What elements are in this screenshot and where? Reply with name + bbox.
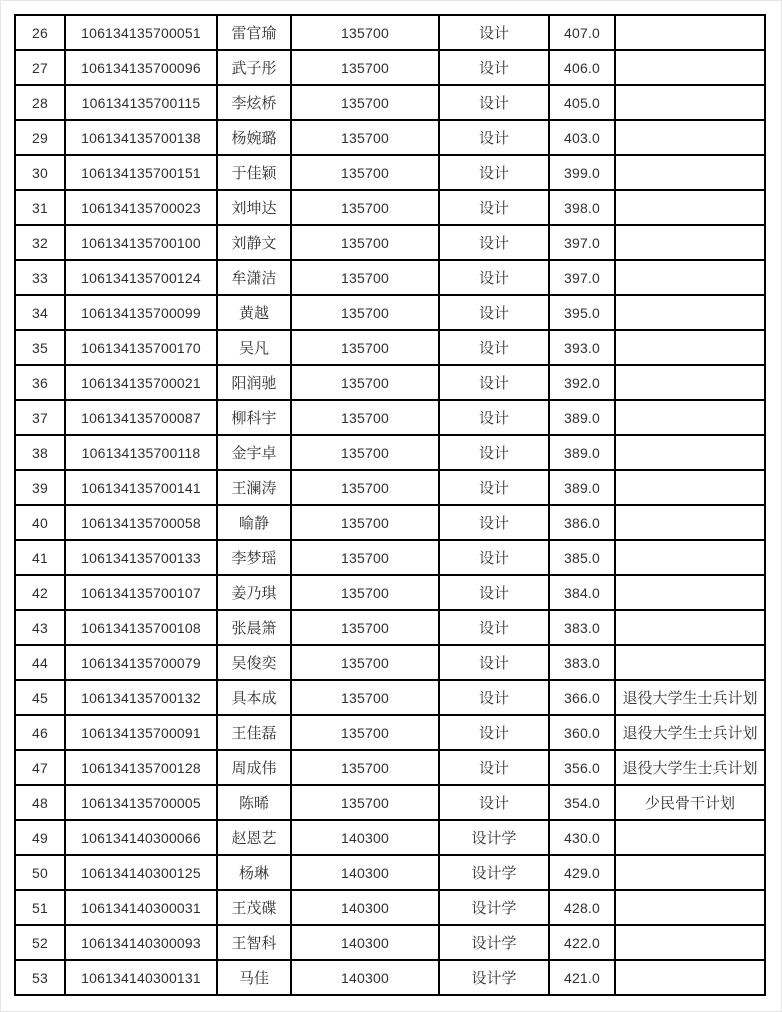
remark-cell: [615, 190, 765, 225]
score-cell: 389.0: [549, 435, 615, 470]
remark-cell: [615, 855, 765, 890]
major-code-cell: 135700: [291, 680, 439, 715]
major-code-cell: 140300: [291, 855, 439, 890]
candidate-id-cell: 106134135700124: [65, 260, 217, 295]
major-code-cell: 135700: [291, 750, 439, 785]
score-cell: 422.0: [549, 925, 615, 960]
remark-cell: [615, 470, 765, 505]
remark-cell: [615, 365, 765, 400]
major-cell: 设计学: [439, 960, 549, 995]
candidate-id-cell: 106134135700099: [65, 295, 217, 330]
score-cell: 385.0: [549, 540, 615, 575]
major-code-cell: 140300: [291, 960, 439, 995]
major-code-cell: 135700: [291, 470, 439, 505]
major-code-cell: 135700: [291, 365, 439, 400]
major-code-cell: 135700: [291, 435, 439, 470]
remark-cell: [615, 330, 765, 365]
row-index-cell: 44: [15, 645, 65, 680]
name-cell: 刘静文: [217, 225, 291, 260]
row-index-cell: 53: [15, 960, 65, 995]
candidate-id-cell: 106134140300066: [65, 820, 217, 855]
major-cell: 设计: [439, 15, 549, 50]
table-row: [15, 400, 765, 435]
name-cell: 柳科宇: [217, 400, 291, 435]
table-row: [15, 890, 765, 925]
row-index-cell: 30: [15, 155, 65, 190]
row-index-cell: 40: [15, 505, 65, 540]
candidate-id-cell: 106134135700079: [65, 645, 217, 680]
name-cell: 雷官瑜: [217, 15, 291, 50]
remark-cell: [615, 890, 765, 925]
major-cell: 设计: [439, 575, 549, 610]
major-cell: 设计: [439, 750, 549, 785]
table-row: [15, 295, 765, 330]
name-cell: 李炫桥: [217, 85, 291, 120]
name-cell: 陈晞: [217, 785, 291, 820]
row-index-cell: 27: [15, 50, 65, 85]
name-cell: 吴俊奕: [217, 645, 291, 680]
major-cell: 设计: [439, 155, 549, 190]
major-code-cell: 135700: [291, 260, 439, 295]
major-cell: 设计: [439, 85, 549, 120]
major-code-cell: 135700: [291, 15, 439, 50]
remark-cell: 少民骨干计划: [615, 785, 765, 820]
major-cell: 设计: [439, 785, 549, 820]
score-cell: 386.0: [549, 505, 615, 540]
name-cell: 王茂碟: [217, 890, 291, 925]
score-table-body: [15, 15, 765, 995]
candidate-id-cell: 106134140300131: [65, 960, 217, 995]
major-cell: 设计: [439, 435, 549, 470]
score-cell: 399.0: [549, 155, 615, 190]
score-cell: 398.0: [549, 190, 615, 225]
major-cell: 设计学: [439, 855, 549, 890]
row-index-cell: 33: [15, 260, 65, 295]
table-row: [15, 330, 765, 365]
remark-cell: 退役大学生士兵计划: [615, 750, 765, 785]
score-cell: 383.0: [549, 610, 615, 645]
major-code-cell: 135700: [291, 645, 439, 680]
remark-cell: [615, 505, 765, 540]
score-cell: 403.0: [549, 120, 615, 155]
major-code-cell: 135700: [291, 85, 439, 120]
name-cell: 王智科: [217, 925, 291, 960]
table-row: [15, 470, 765, 505]
major-cell: 设计学: [439, 925, 549, 960]
table-row: [15, 225, 765, 260]
remark-cell: [615, 820, 765, 855]
row-index-cell: 31: [15, 190, 65, 225]
candidate-id-cell: 106134140300093: [65, 925, 217, 960]
table-row: [15, 610, 765, 645]
remark-cell: [615, 50, 765, 85]
major-cell: 设计: [439, 330, 549, 365]
candidate-id-cell: 106134135700115: [65, 85, 217, 120]
score-cell: 384.0: [549, 575, 615, 610]
table-row: [15, 155, 765, 190]
major-cell: 设计: [439, 225, 549, 260]
candidate-id-cell: 106134135700128: [65, 750, 217, 785]
remark-cell: [615, 645, 765, 680]
row-index-cell: 48: [15, 785, 65, 820]
name-cell: 吴凡: [217, 330, 291, 365]
remark-cell: [615, 925, 765, 960]
candidate-id-cell: 106134135700151: [65, 155, 217, 190]
name-cell: 王澜涛: [217, 470, 291, 505]
row-index-cell: 50: [15, 855, 65, 890]
remark-cell: [615, 295, 765, 330]
table-row: [15, 365, 765, 400]
candidate-id-cell: 106134135700005: [65, 785, 217, 820]
major-code-cell: 135700: [291, 610, 439, 645]
major-code-cell: 135700: [291, 190, 439, 225]
score-cell: 421.0: [549, 960, 615, 995]
table-row: [15, 785, 765, 820]
table-row: [15, 505, 765, 540]
name-cell: 喻静: [217, 505, 291, 540]
major-cell: 设计学: [439, 890, 549, 925]
score-cell: 407.0: [549, 15, 615, 50]
row-index-cell: 36: [15, 365, 65, 400]
row-index-cell: 47: [15, 750, 65, 785]
candidate-id-cell: 106134135700170: [65, 330, 217, 365]
score-cell: 393.0: [549, 330, 615, 365]
candidate-id-cell: 106134135700108: [65, 610, 217, 645]
score-cell: 356.0: [549, 750, 615, 785]
table-row: [15, 540, 765, 575]
row-index-cell: 28: [15, 85, 65, 120]
name-cell: 金宇卓: [217, 435, 291, 470]
candidate-id-cell: 106134135700133: [65, 540, 217, 575]
row-index-cell: 35: [15, 330, 65, 365]
remark-cell: [615, 15, 765, 50]
major-code-cell: 135700: [291, 540, 439, 575]
candidate-id-cell: 106134135700132: [65, 680, 217, 715]
major-cell: 设计: [439, 505, 549, 540]
table-row: [15, 925, 765, 960]
name-cell: 阳润驰: [217, 365, 291, 400]
major-code-cell: 135700: [291, 120, 439, 155]
candidate-id-cell: 106134135700100: [65, 225, 217, 260]
major-code-cell: 135700: [291, 715, 439, 750]
row-index-cell: 46: [15, 715, 65, 750]
major-code-cell: 135700: [291, 50, 439, 85]
table-row: [15, 750, 765, 785]
row-index-cell: 34: [15, 295, 65, 330]
name-cell: 刘坤达: [217, 190, 291, 225]
major-cell: 设计学: [439, 820, 549, 855]
major-cell: 设计: [439, 715, 549, 750]
major-code-cell: 140300: [291, 890, 439, 925]
score-cell: 354.0: [549, 785, 615, 820]
candidate-id-cell: 106134135700021: [65, 365, 217, 400]
remark-cell: [615, 260, 765, 295]
major-code-cell: 135700: [291, 400, 439, 435]
remark-cell: 退役大学生士兵计划: [615, 715, 765, 750]
candidate-id-cell: 106134135700091: [65, 715, 217, 750]
major-code-cell: 135700: [291, 295, 439, 330]
score-cell: 360.0: [549, 715, 615, 750]
score-cell: 405.0: [549, 85, 615, 120]
row-index-cell: 26: [15, 15, 65, 50]
major-cell: 设计: [439, 540, 549, 575]
table-row: [15, 120, 765, 155]
table-row: [15, 680, 765, 715]
row-index-cell: 39: [15, 470, 65, 505]
name-cell: 杨琳: [217, 855, 291, 890]
score-cell: 389.0: [549, 470, 615, 505]
row-index-cell: 37: [15, 400, 65, 435]
major-cell: 设计: [439, 260, 549, 295]
major-cell: 设计: [439, 400, 549, 435]
name-cell: 具本成: [217, 680, 291, 715]
row-index-cell: 51: [15, 890, 65, 925]
remark-cell: [615, 540, 765, 575]
row-index-cell: 29: [15, 120, 65, 155]
candidate-id-cell: 106134140300125: [65, 855, 217, 890]
score-cell: 366.0: [549, 680, 615, 715]
remark-cell: [615, 575, 765, 610]
name-cell: 马佳: [217, 960, 291, 995]
table-row: [15, 15, 765, 50]
score-cell: 397.0: [549, 260, 615, 295]
major-cell: 设计: [439, 470, 549, 505]
table-row: [15, 85, 765, 120]
candidate-id-cell: 106134135700023: [65, 190, 217, 225]
name-cell: 黄越: [217, 295, 291, 330]
name-cell: 赵恩艺: [217, 820, 291, 855]
remark-cell: [615, 400, 765, 435]
major-code-cell: 140300: [291, 925, 439, 960]
remark-cell: [615, 960, 765, 995]
name-cell: 武子彤: [217, 50, 291, 85]
row-index-cell: 32: [15, 225, 65, 260]
major-code-cell: 135700: [291, 785, 439, 820]
table-row: [15, 50, 765, 85]
table-row: [15, 575, 765, 610]
score-cell: 383.0: [549, 645, 615, 680]
major-cell: 设计: [439, 610, 549, 645]
table-row: [15, 715, 765, 750]
row-index-cell: 41: [15, 540, 65, 575]
major-cell: 设计: [439, 190, 549, 225]
candidate-id-cell: 106134135700118: [65, 435, 217, 470]
candidate-id-cell: 106134135700138: [65, 120, 217, 155]
major-cell: 设计: [439, 50, 549, 85]
score-cell: 430.0: [549, 820, 615, 855]
major-cell: 设计: [439, 365, 549, 400]
admission-score-table: [14, 14, 766, 996]
table-row: [15, 435, 765, 470]
major-code-cell: 135700: [291, 330, 439, 365]
candidate-id-cell: 106134135700107: [65, 575, 217, 610]
name-cell: 于佳颖: [217, 155, 291, 190]
name-cell: 杨婉璐: [217, 120, 291, 155]
row-index-cell: 38: [15, 435, 65, 470]
row-index-cell: 42: [15, 575, 65, 610]
table-row: [15, 260, 765, 295]
name-cell: 姜乃琪: [217, 575, 291, 610]
score-cell: 397.0: [549, 225, 615, 260]
major-cell: 设计: [439, 645, 549, 680]
remark-cell: [615, 85, 765, 120]
table-row: [15, 190, 765, 225]
table-row: [15, 960, 765, 995]
candidate-id-cell: 106134135700141: [65, 470, 217, 505]
row-index-cell: 49: [15, 820, 65, 855]
major-cell: 设计: [439, 295, 549, 330]
score-cell: 395.0: [549, 295, 615, 330]
score-cell: 392.0: [549, 365, 615, 400]
table-row: [15, 645, 765, 680]
row-index-cell: 45: [15, 680, 65, 715]
score-cell: 428.0: [549, 890, 615, 925]
major-cell: 设计: [439, 680, 549, 715]
remark-cell: [615, 435, 765, 470]
score-cell: 389.0: [549, 400, 615, 435]
name-cell: 周成伟: [217, 750, 291, 785]
candidate-id-cell: 106134135700051: [65, 15, 217, 50]
major-code-cell: 135700: [291, 575, 439, 610]
candidate-id-cell: 106134140300031: [65, 890, 217, 925]
score-cell: 429.0: [549, 855, 615, 890]
remark-cell: [615, 155, 765, 190]
table-row: [15, 855, 765, 890]
major-code-cell: 135700: [291, 155, 439, 190]
major-code-cell: 135700: [291, 505, 439, 540]
name-cell: 王佳磊: [217, 715, 291, 750]
remark-cell: [615, 610, 765, 645]
major-code-cell: 140300: [291, 820, 439, 855]
score-cell: 406.0: [549, 50, 615, 85]
remark-cell: 退役大学生士兵计划: [615, 680, 765, 715]
remark-cell: [615, 120, 765, 155]
candidate-id-cell: 106134135700096: [65, 50, 217, 85]
name-cell: 牟潇洁: [217, 260, 291, 295]
table-row: [15, 820, 765, 855]
candidate-id-cell: 106134135700058: [65, 505, 217, 540]
name-cell: 李梦瑶: [217, 540, 291, 575]
row-index-cell: 43: [15, 610, 65, 645]
major-code-cell: 135700: [291, 225, 439, 260]
row-index-cell: 52: [15, 925, 65, 960]
remark-cell: [615, 225, 765, 260]
major-cell: 设计: [439, 120, 549, 155]
candidate-id-cell: 106134135700087: [65, 400, 217, 435]
name-cell: 张晨箫: [217, 610, 291, 645]
